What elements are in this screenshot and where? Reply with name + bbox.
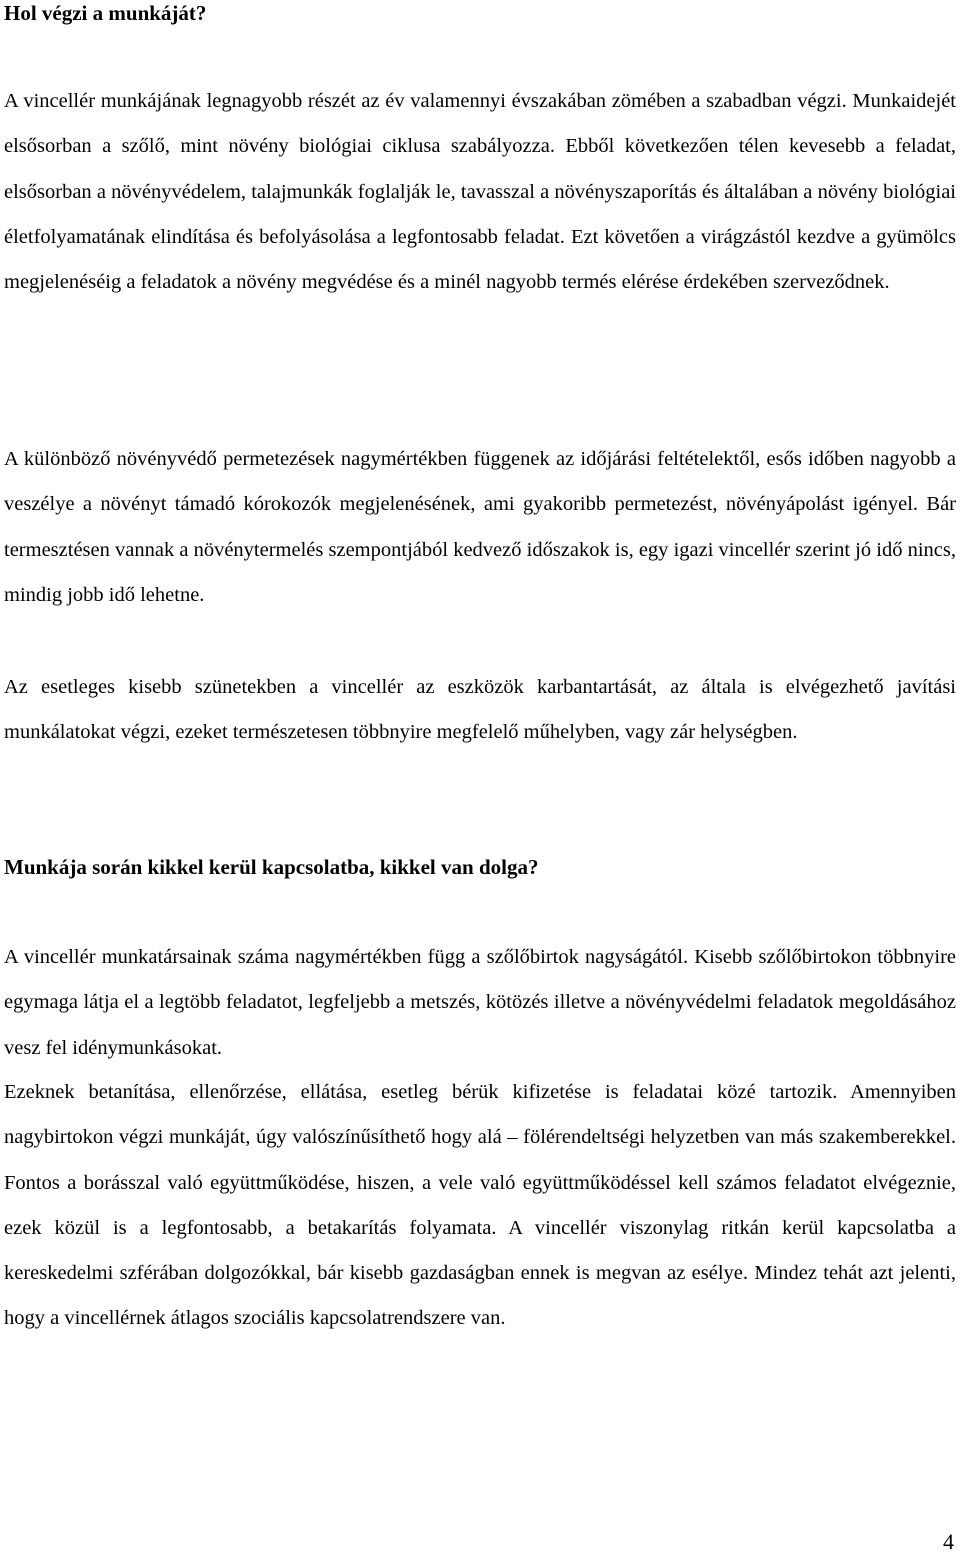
section-heading-contacts: Munkája során kikkel kerül kapcsolatba, kikkel van dolga? [4,855,539,879]
section-heading-workplace: Hol végzi a munkáját? [4,1,207,25]
paragraph-spraying-weather: A különböző növényvédő permetezések nagymértékben függenek az időjárási feltételektől, esős időben nagyobb a veszélye a növényt támadó kórokozók megjelenésének, ami gyakoribb permetezést, növényápolást igényel. Bár termesztésen vannak a növénytermelés szempontjából kedvező időszakok is, egy igazi vincellér szerint jó idő nincs, mindig jobb idő lehetne. [4,448,956,606]
paragraph-relationships: Ezeknek betanítása, ellenőrzése, ellátása, esetleg bérük kifizetése is feladatai közé tartozik. Amennyiben nagybirtokon végzi munkáját, úgy valószínűsíthető hogy alá – fölérendeltségi helyzetben van más szakemberekkel. Fontos a borásszal való együttműködése, hiszen, a vele való együttműködéssel kell számos feladatot elvégeznie, ezek közül is a legfontosabb, a betakarítás folyamata. A vincellér viszonylag ritkán kerül kapcsolatba a kereskedelmi szférában dolgozókkal, bár kisebb gazdaságban ennek is megvan az esélye. Mindez tehát azt jelenti, hogy a vincellérnek átlagos szociális kapcsolatrendszere van. [4,1081,956,1330]
document-page [4,0,956,1330]
paragraph-coworkers: A vincellér munkatársainak száma nagymértékben függ a szőlőbirtok nagyságától. Kisebb szőlőbirtokon többnyire egymaga látja el a legtöbb feladatot, legfeljebb a metszés, kötözés illetve a növényvédelmi feladatok megoldásához vesz fel idénymunkásokat. [4,946,956,1059]
page-number: 4 [943,1529,954,1554]
paragraph-maintenance: Az esetleges kisebb szünetekben a vincellér az eszközök karbantartását, az általa is elvégezhető javítási munkálatokat végzi, ezeket természetesen többnyire megfelelő műhelyben, vagy zár helységben. [4,676,956,744]
paragraph-workplace-seasons: A vincellér munkájának legnagyobb részét az év valamennyi évszakában zömében a szabadban végzi. Munkaidejét elsősorban a szőlő, mint növény biológiai ciklusa szabályozza. Ebből következően télen kevesebb a feladat, elsősorban a növényvédelem, talajmunkák foglalják le, tavasszal a növényszaporítás és általában a növény biológiai életfolyamatának elindítása és befolyásolása a legfontosabb feladat. Ezt követően a virágzástól kezdve a gyümölcs megjelenéséig a feladatok a növény megvédése és a minél nagyobb termés elérése érdekében szerveződnek. [4,90,956,294]
